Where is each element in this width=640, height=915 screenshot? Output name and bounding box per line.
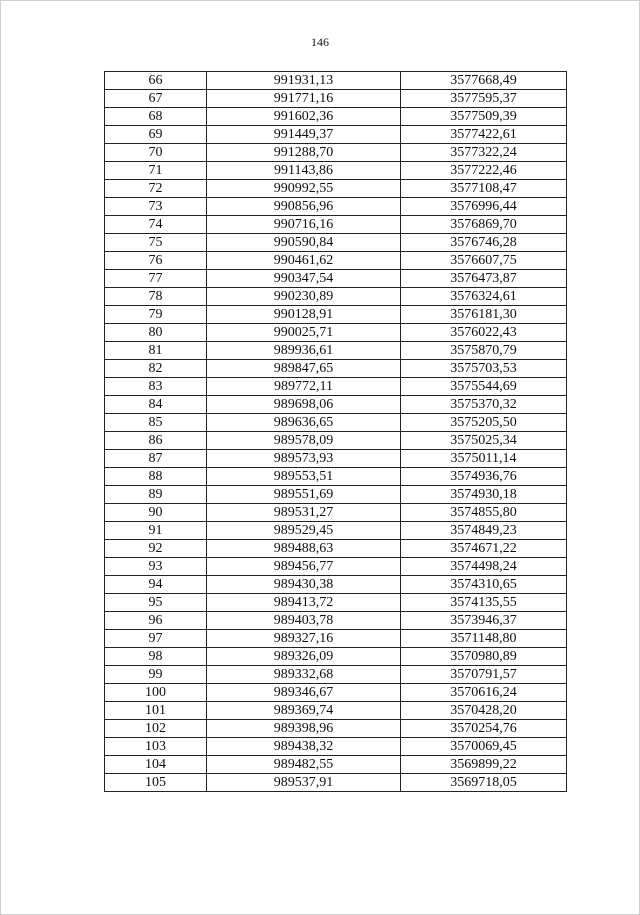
y-coordinate-cell: 3571148,80 [401,630,567,648]
table-row [105,162,567,180]
y-coordinate-cell: 3576607,75 [401,252,567,270]
point-number-cell: 96 [105,612,207,630]
y-coordinate-cell: 3575703,53 [401,360,567,378]
y-coordinate-cell: 3576473,87 [401,270,567,288]
x-coordinate-cell: 989488,63 [207,540,401,558]
coordinates-table-body [105,72,567,792]
x-coordinate-cell: 989430,38 [207,576,401,594]
point-number-cell: 102 [105,720,207,738]
point-number-cell: 73 [105,198,207,216]
x-coordinate-cell: 989578,09 [207,432,401,450]
table-row [105,234,567,252]
y-coordinate-cell: 3574671,22 [401,540,567,558]
point-number-cell: 68 [105,108,207,126]
table-row [105,594,567,612]
y-coordinate-cell: 3576746,28 [401,234,567,252]
point-number-cell: 90 [105,504,207,522]
point-number-cell: 79 [105,306,207,324]
y-coordinate-cell: 3576996,44 [401,198,567,216]
point-number-cell: 84 [105,396,207,414]
table-row [105,414,567,432]
y-coordinate-cell: 3575011,14 [401,450,567,468]
point-number-cell: 82 [105,360,207,378]
table-row [105,576,567,594]
table-row [105,270,567,288]
point-number-cell: 100 [105,684,207,702]
point-number-cell: 99 [105,666,207,684]
table-row [105,720,567,738]
table-row [105,702,567,720]
x-coordinate-cell: 989332,68 [207,666,401,684]
y-coordinate-cell: 3574135,55 [401,594,567,612]
y-coordinate-cell: 3577668,49 [401,72,567,90]
point-number-cell: 89 [105,486,207,504]
x-coordinate-cell: 989573,93 [207,450,401,468]
x-coordinate-cell: 990128,91 [207,306,401,324]
table-row [105,666,567,684]
x-coordinate-cell: 990856,96 [207,198,401,216]
point-number-cell: 95 [105,594,207,612]
x-coordinate-cell: 991771,16 [207,90,401,108]
table-row [105,756,567,774]
y-coordinate-cell: 3569899,22 [401,756,567,774]
table-row [105,522,567,540]
table-row [105,360,567,378]
point-number-cell: 98 [105,648,207,666]
x-coordinate-cell: 989698,06 [207,396,401,414]
y-coordinate-cell: 3576869,70 [401,216,567,234]
x-coordinate-cell: 989346,67 [207,684,401,702]
table-row [105,468,567,486]
y-coordinate-cell: 3570069,45 [401,738,567,756]
x-coordinate-cell: 989537,91 [207,774,401,792]
y-coordinate-cell: 3570428,20 [401,702,567,720]
y-coordinate-cell: 3570791,57 [401,666,567,684]
y-coordinate-cell: 3570980,89 [401,648,567,666]
point-number-cell: 83 [105,378,207,396]
point-number-cell: 71 [105,162,207,180]
y-coordinate-cell: 3576324,61 [401,288,567,306]
x-coordinate-cell: 989413,72 [207,594,401,612]
x-coordinate-cell: 990461,62 [207,252,401,270]
table-row [105,108,567,126]
point-number-cell: 76 [105,252,207,270]
y-coordinate-cell: 3569718,05 [401,774,567,792]
point-number-cell: 67 [105,90,207,108]
point-number-cell: 75 [105,234,207,252]
x-coordinate-cell: 991288,70 [207,144,401,162]
point-number-cell: 104 [105,756,207,774]
point-number-cell: 72 [105,180,207,198]
y-coordinate-cell: 3576022,43 [401,324,567,342]
point-number-cell: 91 [105,522,207,540]
point-number-cell: 94 [105,576,207,594]
y-coordinate-cell: 3577322,24 [401,144,567,162]
x-coordinate-cell: 989369,74 [207,702,401,720]
table-row [105,126,567,144]
table-row [105,558,567,576]
table-row [105,630,567,648]
y-coordinate-cell: 3577509,39 [401,108,567,126]
x-coordinate-cell: 990347,54 [207,270,401,288]
x-coordinate-cell: 989553,51 [207,468,401,486]
y-coordinate-cell: 3574936,76 [401,468,567,486]
x-coordinate-cell: 989847,65 [207,360,401,378]
y-coordinate-cell: 3575370,32 [401,396,567,414]
point-number-cell: 103 [105,738,207,756]
table-row [105,486,567,504]
x-coordinate-cell: 991602,36 [207,108,401,126]
point-number-cell: 80 [105,324,207,342]
y-coordinate-cell: 3577422,61 [401,126,567,144]
point-number-cell: 70 [105,144,207,162]
x-coordinate-cell: 989438,32 [207,738,401,756]
table-row [105,288,567,306]
x-coordinate-cell: 989936,61 [207,342,401,360]
page-number: 146 [311,35,329,49]
x-coordinate-cell: 989398,96 [207,720,401,738]
y-coordinate-cell: 3577108,47 [401,180,567,198]
table-row [105,648,567,666]
x-coordinate-cell: 990992,55 [207,180,401,198]
table-row [105,738,567,756]
table-row [105,216,567,234]
y-coordinate-cell: 3574930,18 [401,486,567,504]
y-coordinate-cell: 3574849,23 [401,522,567,540]
x-coordinate-cell: 989326,09 [207,648,401,666]
x-coordinate-cell: 990025,71 [207,324,401,342]
table-row [105,378,567,396]
point-number-cell: 87 [105,450,207,468]
point-number-cell: 74 [105,216,207,234]
table-row [105,72,567,90]
y-coordinate-cell: 3575544,69 [401,378,567,396]
y-coordinate-cell: 3577595,37 [401,90,567,108]
y-coordinate-cell: 3570254,76 [401,720,567,738]
table-row [105,612,567,630]
x-coordinate-cell: 989403,78 [207,612,401,630]
table-row [105,198,567,216]
point-number-cell: 66 [105,72,207,90]
y-coordinate-cell: 3575025,34 [401,432,567,450]
y-coordinate-cell: 3575205,50 [401,414,567,432]
y-coordinate-cell: 3570616,24 [401,684,567,702]
x-coordinate-cell: 989456,77 [207,558,401,576]
table-row [105,540,567,558]
point-number-cell: 69 [105,126,207,144]
table-row [105,90,567,108]
x-coordinate-cell: 989327,16 [207,630,401,648]
table-row [105,432,567,450]
x-coordinate-cell: 989551,69 [207,486,401,504]
x-coordinate-cell: 989529,45 [207,522,401,540]
x-coordinate-cell: 990230,89 [207,288,401,306]
point-number-cell: 81 [105,342,207,360]
x-coordinate-cell: 989636,65 [207,414,401,432]
table-row [105,342,567,360]
point-number-cell: 78 [105,288,207,306]
y-coordinate-cell: 3574498,24 [401,558,567,576]
x-coordinate-cell: 990590,84 [207,234,401,252]
point-number-cell: 77 [105,270,207,288]
table-row [105,504,567,522]
point-number-cell: 93 [105,558,207,576]
x-coordinate-cell: 989482,55 [207,756,401,774]
table-row [105,684,567,702]
table-row [105,180,567,198]
y-coordinate-cell: 3576181,30 [401,306,567,324]
table-row [105,450,567,468]
table-row [105,252,567,270]
x-coordinate-cell: 990716,16 [207,216,401,234]
y-coordinate-cell: 3574855,80 [401,504,567,522]
x-coordinate-cell: 989531,27 [207,504,401,522]
x-coordinate-cell: 991449,37 [207,126,401,144]
point-number-cell: 86 [105,432,207,450]
x-coordinate-cell: 989772,11 [207,378,401,396]
table-row [105,144,567,162]
y-coordinate-cell: 3573946,37 [401,612,567,630]
point-number-cell: 85 [105,414,207,432]
coordinates-table [104,71,567,792]
table-row [105,324,567,342]
table-row [105,396,567,414]
x-coordinate-cell: 991931,13 [207,72,401,90]
point-number-cell: 105 [105,774,207,792]
point-number-cell: 92 [105,540,207,558]
x-coordinate-cell: 991143,86 [207,162,401,180]
point-number-cell: 97 [105,630,207,648]
table-row [105,306,567,324]
point-number-cell: 88 [105,468,207,486]
y-coordinate-cell: 3574310,65 [401,576,567,594]
y-coordinate-cell: 3577222,46 [401,162,567,180]
y-coordinate-cell: 3575870,79 [401,342,567,360]
table-row [105,774,567,792]
point-number-cell: 101 [105,702,207,720]
